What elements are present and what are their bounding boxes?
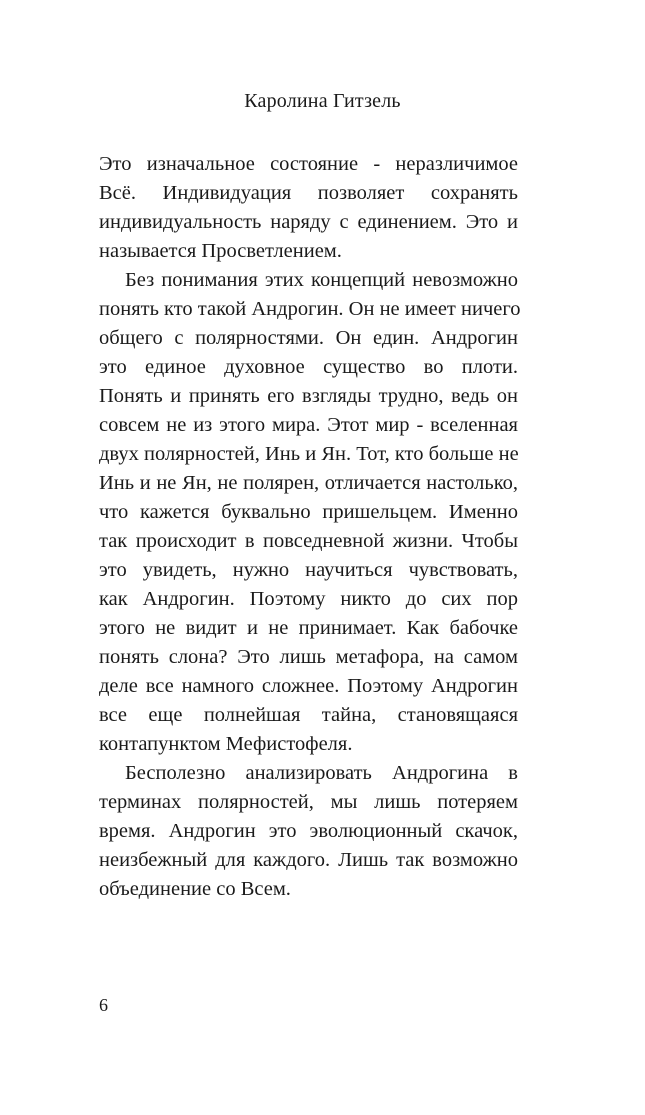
text-line: объединение со Всем. [99, 878, 291, 900]
text-line: называется Просветлением. [99, 240, 342, 262]
text-line: все еще полнейшая тайна, становящаяся [99, 704, 518, 726]
text-line: контапунктом Мефистофеля. [99, 733, 353, 755]
text-line: деле все намного сложнее. Поэтому Андрогин [99, 675, 518, 697]
page-number: 6 [99, 995, 108, 1015]
text-line: Понять и принять его взгляды трудно, ведь он [99, 385, 518, 407]
text-line: как Андрогин. Поэтому никто до сих пор [99, 588, 518, 610]
text-line: Это изначальное состояние - неразличимое [99, 153, 518, 175]
text-line: Без понимания этих концепций невозможно [125, 269, 518, 291]
text-line: терминах полярностей, мы лишь потеряем [99, 791, 518, 813]
text-line: это увидеть, нужно научиться чувствовать, [99, 559, 518, 581]
text-line: понять кто такой Андрогин. Он не имеет ничего [99, 298, 521, 320]
text-line: общего с полярностями. Он един. Андрогин [99, 327, 518, 349]
text-line: время. Андрогин это эволюционный скачок, [99, 820, 518, 842]
text-line: индивидуальность наряду с единением. Это и [99, 211, 518, 233]
text-line: это единое духовное существо во плоти. [99, 356, 518, 378]
text-line: совсем не из этого мира. Этот мир - вселенная [99, 414, 518, 436]
text-line: что кажется буквально пришельцем. Именно [99, 501, 518, 523]
text-line: этого не видит и не принимает. Как бабочке [99, 617, 518, 639]
text-line: двух полярностей, Инь и Ян. Тот, кто больше не [99, 443, 519, 465]
text-line: неизбежный для каждого. Лишь так возможно [99, 849, 518, 871]
text-line: понять слона? Это лишь метафора, на самом [99, 646, 518, 668]
running-head: Каролина Гитзель [244, 90, 401, 112]
body-text [99, 150, 521, 904]
text-line: Инь и не Ян, не полярен, отличается настолько, [99, 472, 518, 494]
text-line: Бесполезно анализировать Андрогина в [125, 762, 518, 784]
text-line: Всё. Индивидуация позволяет сохранять [99, 182, 518, 204]
text-line: так происходит в повседневной жизни. Чтобы [99, 530, 518, 552]
